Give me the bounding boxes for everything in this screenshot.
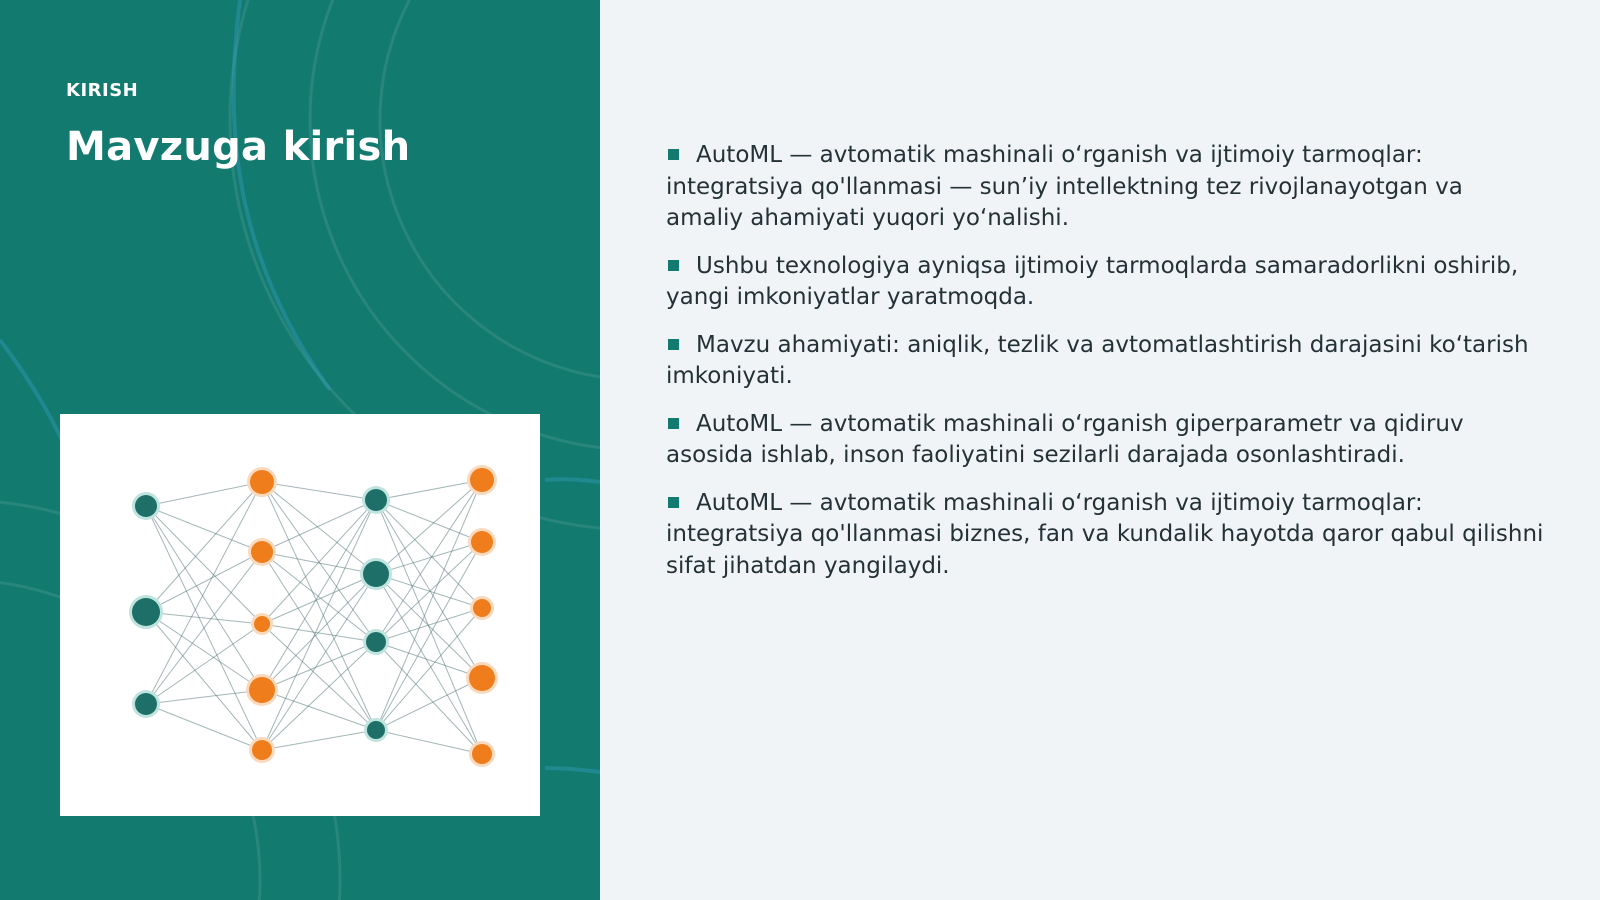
bullet-text: AutoML — avtomatik mashinali o‘rganish va ijtimoiy tarmoqlar: integratsiya qo'llanmasi biznes, fan va kundalik hayotda qaror qabul qilishni sifat jihatdan yangilaydi. — [666, 489, 1544, 579]
network-node — [254, 616, 270, 632]
section-label: KIRISH — [66, 80, 139, 101]
network-node — [473, 599, 491, 617]
network-edge — [146, 482, 262, 506]
network-node — [250, 470, 274, 494]
network-edge — [262, 730, 376, 750]
network-edge — [376, 480, 482, 642]
network-edge — [146, 506, 262, 624]
bullet-text: Mavzu ahamiyati: aniqlik, tezlik va avtomatlashtirish darajasini ko‘tarish imkoniyati. — [666, 331, 1529, 389]
network-edge — [376, 642, 482, 678]
left-panel — [0, 0, 600, 900]
network-node — [135, 495, 157, 517]
bullet-text: AutoML — avtomatik mashinali o‘rganish va ijtimoiy tarmoqlar: integratsiya qo'llanmasi — sun’iy intellektning tez rivojlanayotgan va amaliy ahamiyati yuqori yo‘nalishi. — [666, 142, 1463, 231]
square-bullet-icon — [668, 339, 679, 350]
network-edge — [376, 678, 482, 730]
network-edge — [376, 574, 482, 754]
bullet-item — [666, 140, 1546, 235]
network-edge — [262, 624, 376, 730]
square-bullet-icon — [668, 497, 679, 508]
network-node — [469, 665, 495, 691]
network-edge — [262, 482, 376, 500]
network-edge — [146, 612, 262, 690]
network-edge — [146, 506, 262, 690]
network-node — [135, 693, 157, 715]
square-bullet-icon — [668, 260, 679, 271]
square-bullet-icon — [668, 149, 679, 160]
network-node — [365, 489, 387, 511]
network-node — [366, 632, 386, 652]
neural-network-image — [60, 414, 540, 816]
bullet-text: AutoML — avtomatik mashinali o‘rganish giperparametr va qidiruv asosida ishlab, inson faoliyatini sezilarli darajada osonlashtiradi. — [666, 410, 1464, 468]
network-edge — [262, 574, 376, 624]
network-edge — [146, 506, 262, 552]
network-edge — [262, 500, 376, 750]
network-edge — [376, 730, 482, 754]
network-node — [471, 531, 493, 553]
network-edges — [146, 480, 482, 754]
network-node — [470, 468, 494, 492]
network-node — [249, 677, 275, 703]
bullet-item — [666, 409, 1546, 472]
network-edge — [376, 642, 482, 754]
network-edge — [146, 552, 262, 612]
bullet-item — [666, 251, 1546, 314]
network-node — [367, 721, 385, 739]
network-node — [472, 744, 492, 764]
network-edge — [262, 552, 376, 730]
network-edge — [262, 574, 376, 690]
network-edge — [262, 552, 376, 642]
bullet-list — [666, 140, 1546, 598]
bullet-item — [666, 488, 1546, 583]
network-edge — [376, 480, 482, 500]
bullet-text: Ushbu texnologiya ayniqsa ijtimoiy tarmoqlarda samaradorlikni oshirib, yangi imkoniyatlar yaratmoqda. — [666, 252, 1519, 310]
network-edge — [376, 500, 482, 542]
network-node — [251, 541, 273, 563]
network-edge — [376, 480, 482, 730]
neural-network-diagram — [60, 414, 540, 816]
square-bullet-icon — [668, 418, 679, 429]
bullet-item — [666, 330, 1546, 393]
network-node — [363, 561, 389, 587]
network-node — [132, 598, 160, 626]
network-edge — [146, 704, 262, 750]
network-edge — [376, 574, 482, 608]
network-edge — [262, 642, 376, 690]
network-edge — [262, 552, 376, 574]
slide-title: Mavzuga kirish — [66, 124, 411, 170]
network-edge — [146, 612, 262, 624]
network-edge — [376, 542, 482, 730]
network-edge — [262, 500, 376, 552]
network-node — [252, 740, 272, 760]
